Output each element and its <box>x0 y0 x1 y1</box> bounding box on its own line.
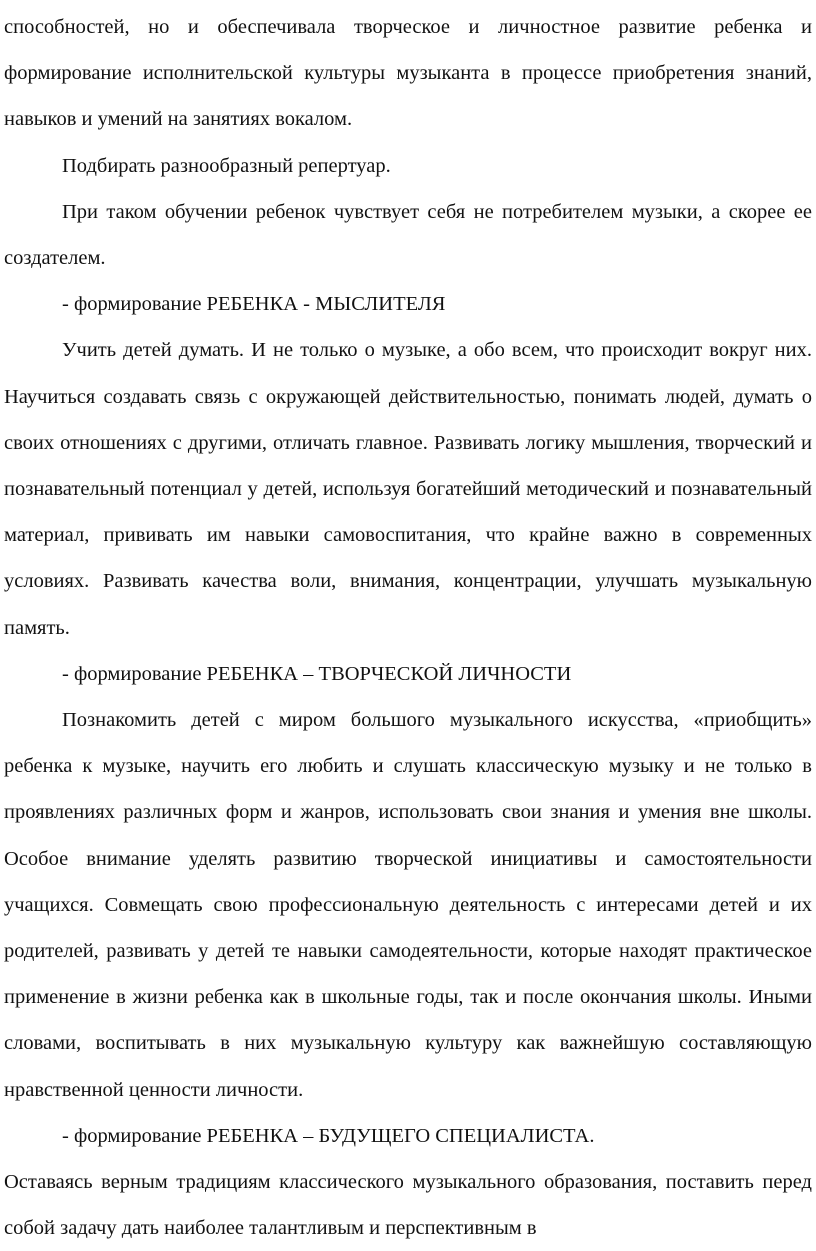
heading-child-specialist: - формирование РЕБЕНКА – БУДУЩЕГО СПЕЦИАЛИСТА. <box>62 1124 595 1147</box>
heading-child-creative: - формирование РЕБЕНКА – ТВОРЧЕСКОЙ ЛИЧНОСТИ <box>62 662 572 685</box>
paragraph-continuation: способностей, но и обеспечивала творческое и личностное развитие ребенка и формирование исполнительской культуры музыканта в процессе приобретения знаний, навыков и умений на занятиях вокалом. <box>4 16 812 131</box>
paragraph-training: При таком обучении ребенок чувствует себя не потребителем музыки, а скорее ее создателем. <box>4 200 812 270</box>
document-page <box>4 4 812 1251</box>
paragraph-introduce-art: Познакомить детей с миром большого музыкального искусства, «приобщить» ребенка к музыке, научить его любить и слушать классическую музыку и не только в проявлениях различных форм и жанров, использовать свои знания и умения вне школы. Особое внимание уделять развитию творческой инициативы и самостоятельности учащихся. Совмещать свою профессиональную деятельность с интересами детей и их родителей, развивать у детей те навыки самодеятельности, которые находят практическое применение в жизни ребенка как в школьные годы, так и после окончания школы. Иными словами, воспитывать в них музыкальную культуру как важнейшую составляющую нравственной ценности личности. <box>4 709 812 1101</box>
paragraph-teach-thinking: Учить детей думать. И не только о музыке, а обо всем, что происходит вокруг них. Научиться создавать связь с окружающей действительностью, понимать людей, думать о своих отношениях с другими, отличать главное. Развивать логику мышления, творческий и познавательный потенциал у детей, используя богатейший методический и познавательный материал, прививать им навыки самовоспитания, что крайне важно в современных условиях. Развивать качества воли, внимания, концентрации, улучшать музыкальную память. <box>4 339 812 639</box>
heading-child-thinker: - формирование РЕБЕНКА - МЫСЛИТЕЛЯ <box>62 293 446 316</box>
paragraph-repertoire: Подбирать разнообразный репертуар. <box>62 154 391 177</box>
paragraph-traditions: Оставаясь верным традициям классического музыкального образования, поставить перед собой задачу дать наиболее талантливым и перспективным в <box>4 1171 812 1240</box>
